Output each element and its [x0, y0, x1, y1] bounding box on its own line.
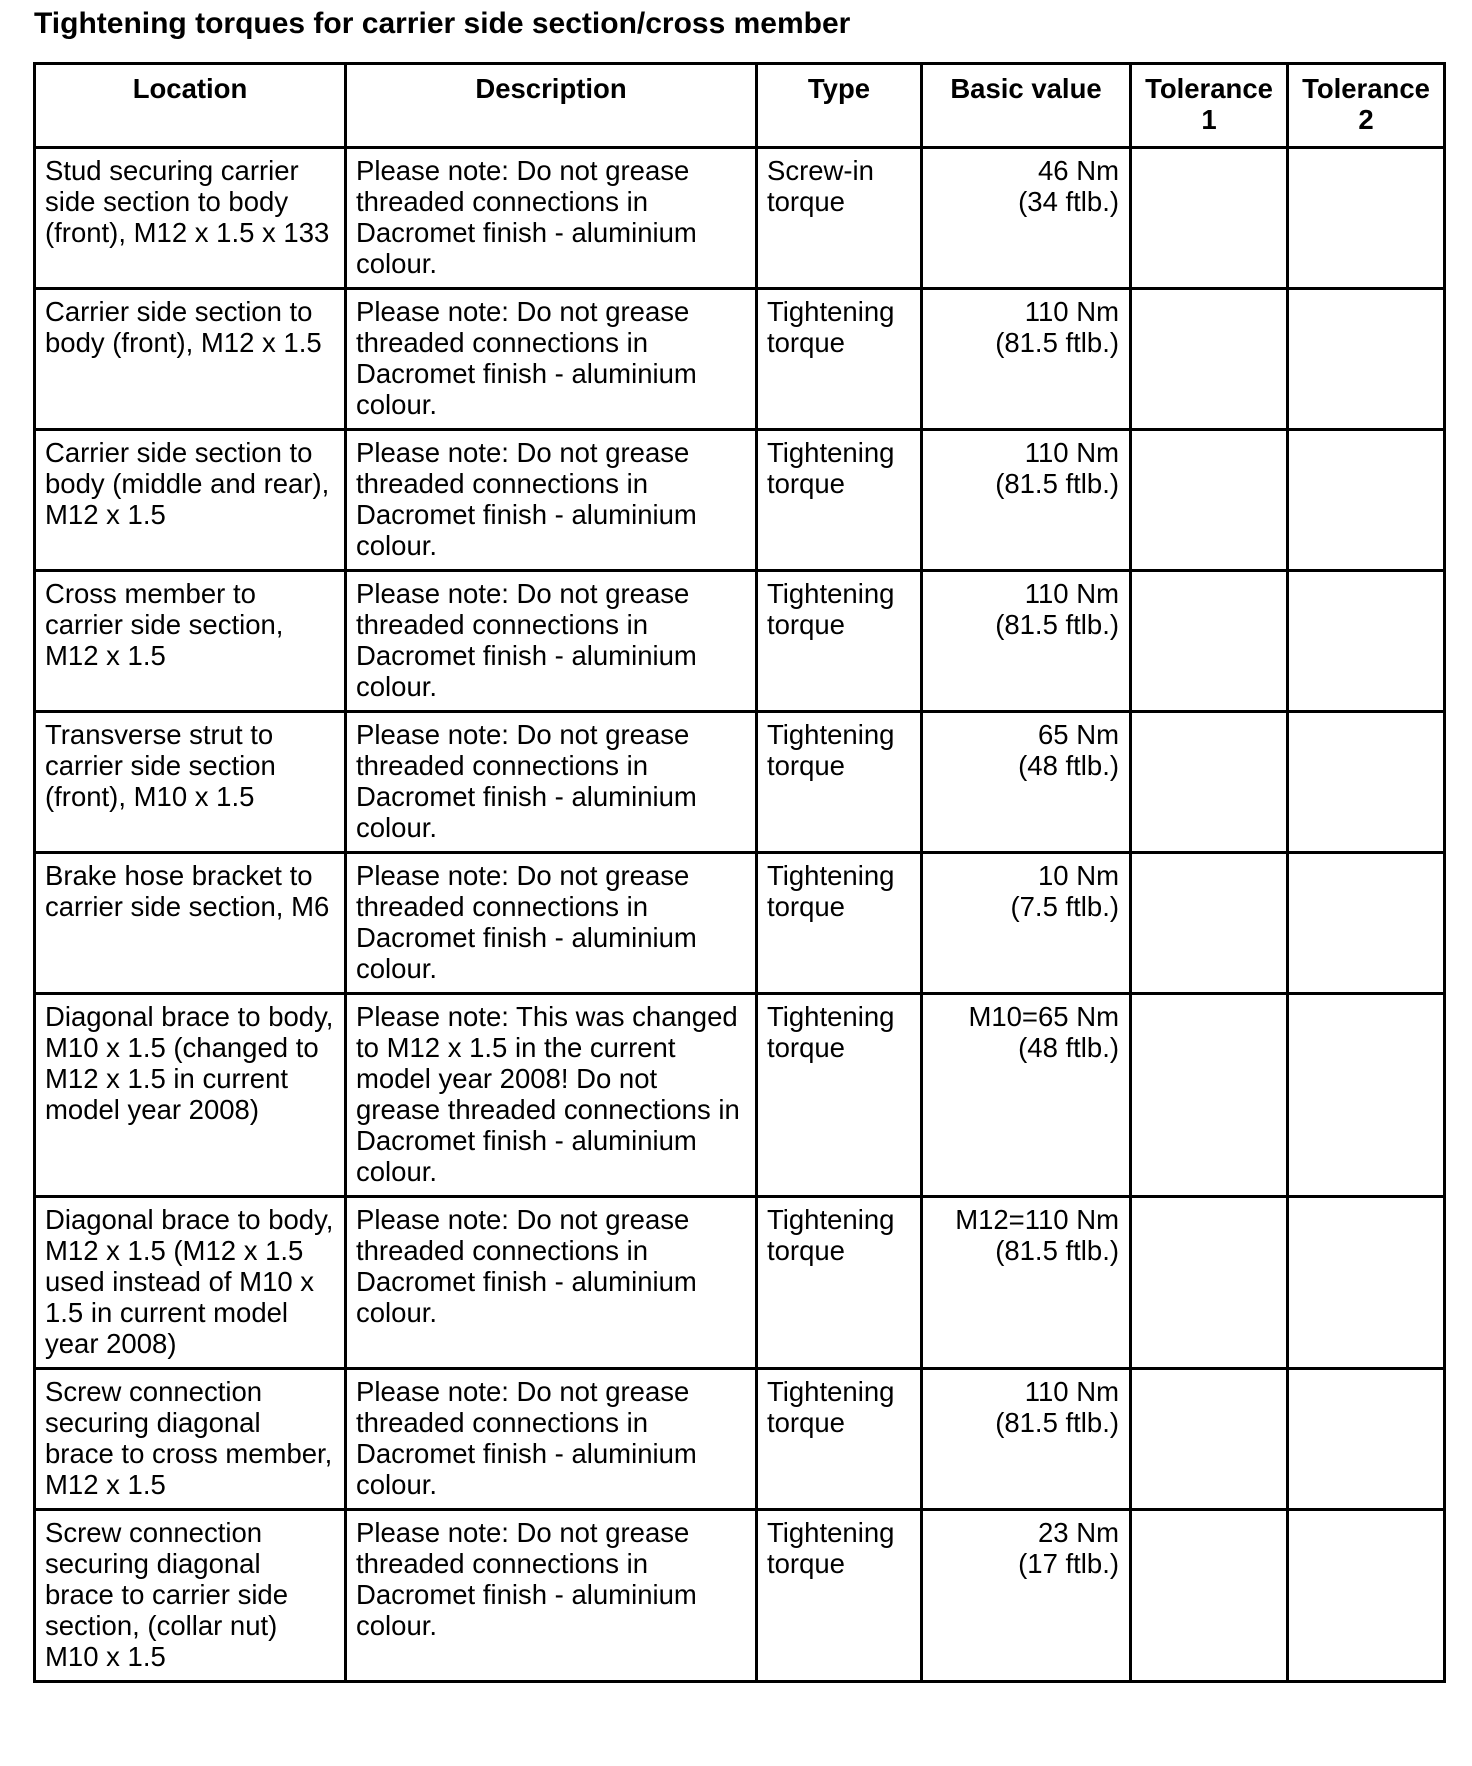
location-cell: Carrier side section to body (middle and rear), M12 x 1.5 [35, 430, 346, 571]
value-imperial: (7.5 ftlb.) [1010, 891, 1119, 922]
tolerance-1-cell [1131, 853, 1288, 994]
description-cell: Please note: Do not grease threaded connections in Dacromet finish - aluminium colour. [346, 148, 757, 289]
value-imperial: (81.5 ftlb.) [995, 1407, 1119, 1438]
value-imperial: (81.5 ftlb.) [995, 1235, 1119, 1266]
basic-value-cell [922, 430, 1131, 571]
value-imperial: (17 ftlb.) [1018, 1548, 1119, 1579]
tolerance-2-cell [1288, 994, 1445, 1197]
torque-table [33, 62, 1446, 1683]
value-metric: 10 Nm [1038, 860, 1119, 891]
table-row [35, 853, 1445, 994]
tolerance-1-cell [1131, 289, 1288, 430]
tolerance-1-cell [1131, 148, 1288, 289]
tolerance-2-cell [1288, 430, 1445, 571]
value-imperial: (48 ftlb.) [1018, 1032, 1119, 1063]
tolerance-2-cell [1288, 571, 1445, 712]
basic-value-cell [922, 712, 1131, 853]
basic-value-cell [922, 1510, 1131, 1682]
tolerance-2-cell [1288, 1510, 1445, 1682]
table-row [35, 712, 1445, 853]
tolerance-1-cell [1131, 1510, 1288, 1682]
value-metric: M12=110 Nm [955, 1204, 1119, 1235]
tolerance-1-cell [1131, 571, 1288, 712]
type-cell: Screw-in torque [757, 148, 922, 289]
value-metric: 110 Nm [1024, 1376, 1119, 1407]
value-metric: 110 Nm [1024, 296, 1119, 327]
tolerance-2-cell [1288, 1197, 1445, 1369]
basic-value-cell [922, 148, 1131, 289]
location-cell: Carrier side section to body (front), M12 x 1.5 [35, 289, 346, 430]
description-cell: Please note: Do not grease threaded connections in Dacromet finish - aluminium colour. [346, 1197, 757, 1369]
table-row [35, 289, 1445, 430]
header-basic-value: Basic value [922, 64, 1131, 148]
description-cell: Please note: Do not grease threaded connections in Dacromet finish - aluminium colour. [346, 1369, 757, 1510]
location-cell: Diagonal brace to body, M12 x 1.5 (M12 x 1.5 used instead of M10 x 1.5 in current model year 2008) [35, 1197, 346, 1369]
table-row [35, 571, 1445, 712]
location-cell: Screw connection securing diagonal brace to cross member, M12 x 1.5 [35, 1369, 346, 1510]
value-imperial: (81.5 ftlb.) [995, 468, 1119, 499]
table-row [35, 1197, 1445, 1369]
value-imperial: (81.5 ftlb.) [995, 327, 1119, 358]
basic-value-cell [922, 853, 1131, 994]
table-row [35, 1369, 1445, 1510]
location-cell: Brake hose bracket to carrier side section, M6 [35, 853, 346, 994]
type-cell: Tightening torque [757, 430, 922, 571]
tolerance-1-cell [1131, 1369, 1288, 1510]
value-imperial: (34 ftlb.) [1018, 186, 1119, 217]
tolerance-2-cell [1288, 148, 1445, 289]
basic-value-cell [922, 289, 1131, 430]
header-description: Description [346, 64, 757, 148]
description-cell: Please note: Do not grease threaded connections in Dacromet finish - aluminium colour. [346, 1510, 757, 1682]
header-tolerance-2: Tolerance 2 [1288, 64, 1445, 148]
type-cell: Tightening torque [757, 1197, 922, 1369]
type-cell: Tightening torque [757, 289, 922, 430]
location-cell: Transverse strut to carrier side section (front), M10 x 1.5 [35, 712, 346, 853]
page-title: Tightening torques for carrier side section/cross member [34, 7, 851, 40]
table-row [35, 994, 1445, 1197]
tolerance-2-cell [1288, 853, 1445, 994]
type-cell: Tightening torque [757, 1510, 922, 1682]
location-cell: Screw connection securing diagonal brace to carrier side section, (collar nut) M10 x 1.5 [35, 1510, 346, 1682]
value-imperial: (81.5 ftlb.) [995, 609, 1119, 640]
type-cell: Tightening torque [757, 994, 922, 1197]
header-tolerance-1: Tolerance 1 [1131, 64, 1288, 148]
value-metric: 23 Nm [1038, 1517, 1119, 1548]
type-cell: Tightening torque [757, 571, 922, 712]
header-type: Type [757, 64, 922, 148]
location-cell: Cross member to carrier side section, M12 x 1.5 [35, 571, 346, 712]
basic-value-cell [922, 994, 1131, 1197]
tolerance-1-cell [1131, 1197, 1288, 1369]
description-cell: Please note: Do not grease threaded connections in Dacromet finish - aluminium colour. [346, 289, 757, 430]
table-row [35, 1510, 1445, 1682]
description-cell: Please note: This was changed to M12 x 1.5 in the current model year 2008! Do not grease threaded connections in Dacromet finish - aluminium colour. [346, 994, 757, 1197]
description-cell: Please note: Do not grease threaded connections in Dacromet finish - aluminium colour. [346, 853, 757, 994]
tolerance-1-cell [1131, 430, 1288, 571]
location-cell: Diagonal brace to body, M10 x 1.5 (changed to M12 x 1.5 in current model year 2008) [35, 994, 346, 1197]
tolerance-1-cell [1131, 994, 1288, 1197]
table-row [35, 148, 1445, 289]
description-cell: Please note: Do not grease threaded connections in Dacromet finish - aluminium colour. [346, 571, 757, 712]
table-row [35, 430, 1445, 571]
value-metric: 110 Nm [1024, 578, 1119, 609]
tolerance-2-cell [1288, 1369, 1445, 1510]
description-cell: Please note: Do not grease threaded connections in Dacromet finish - aluminium colour. [346, 712, 757, 853]
value-imperial: (48 ftlb.) [1018, 750, 1119, 781]
header-location: Location [35, 64, 346, 148]
tolerance-2-cell [1288, 289, 1445, 430]
tolerance-1-cell [1131, 712, 1288, 853]
value-metric: 110 Nm [1024, 437, 1119, 468]
type-cell: Tightening torque [757, 1369, 922, 1510]
value-metric: 46 Nm [1038, 155, 1119, 186]
type-cell: Tightening torque [757, 853, 922, 994]
location-cell: Stud securing carrier side section to body (front), M12 x 1.5 x 133 [35, 148, 346, 289]
type-cell: Tightening torque [757, 712, 922, 853]
basic-value-cell [922, 1369, 1131, 1510]
basic-value-cell [922, 1197, 1131, 1369]
basic-value-cell [922, 571, 1131, 712]
value-metric: 65 Nm [1038, 719, 1119, 750]
tolerance-2-cell [1288, 712, 1445, 853]
header-row [35, 64, 1445, 148]
description-cell: Please note: Do not grease threaded connections in Dacromet finish - aluminium colour. [346, 430, 757, 571]
value-metric: M10=65 Nm [968, 1001, 1119, 1032]
